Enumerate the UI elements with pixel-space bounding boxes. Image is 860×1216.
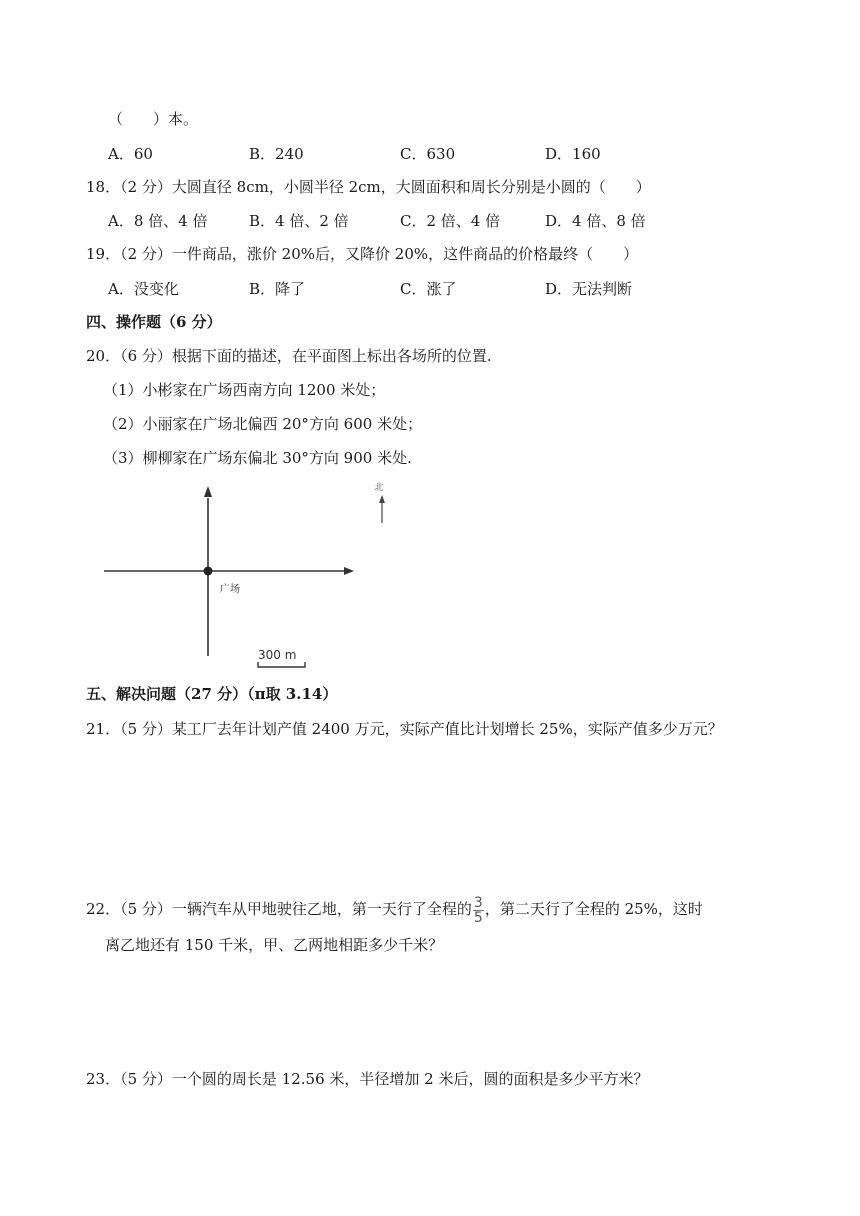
q22-stem-after: ，第二天行了全程的 25%，这时 [484, 900, 703, 918]
q18-option-a: A．8 倍、4 倍 [108, 212, 208, 230]
q20-item-2: （2）小丽家在广场北偏西 20°方向 600 米处； [103, 415, 423, 433]
q17-option-c: C．630 [400, 145, 456, 163]
scale-label: 300 m [258, 648, 297, 662]
scale-bar [258, 662, 305, 667]
q22-fraction-denominator: 5 [473, 909, 483, 926]
q22-stem-before: 22．（5 分）一辆汽车从甲地驶往乙地，第一天行了全程的 [86, 900, 472, 918]
q18-stem: 18．（2 分）大圆直径 8cm，小圆半径 2cm，大圆面积和周长分别是小圆的（ ） [86, 178, 651, 196]
q17-option-a: A．60 [108, 145, 153, 163]
q20-item-3: （3）柳柳家在广场东偏北 30°方向 900 米处. [103, 449, 412, 467]
q19-stem: 19．（2 分）一件商品，涨价 20%后，又降价 20%，这件商品的价格最终（ ） [86, 245, 639, 263]
q19-option-b: B．降了 [249, 280, 306, 298]
q22-fraction [473, 896, 484, 925]
q21-stem: 21．（5 分）某工厂去年计划产值 2400 万元，实际产值比计划增长 25%，实际产值多少万元？ [86, 720, 723, 738]
plane-map-figure [100, 478, 400, 673]
q20-item-1: （1）小彬家在广场西南方向 1200 米处； [103, 381, 386, 399]
q19-option-a: A．没变化 [108, 280, 179, 298]
north-indicator-arrow-icon [379, 495, 385, 503]
q19-option-d: D．无法判断 [545, 280, 633, 298]
square-label: 广场 [220, 584, 240, 595]
q18-option-d: D．4 倍、8 倍 [545, 212, 646, 230]
east-arrow-icon [344, 567, 354, 575]
q22-fraction-numerator: 3 [473, 894, 483, 911]
north-axis-arrow-icon [204, 486, 212, 497]
north-label: 北 [374, 483, 384, 493]
q17-tail: （ ）本。 [108, 110, 199, 128]
q22-stem-line2: 离乙地还有 150 千米，甲、乙两地相距多少千米？ [105, 936, 444, 954]
q19-option-c: C．涨了 [400, 280, 457, 298]
section-title-operations: 四、操作题（6 分） [86, 313, 222, 331]
q22-stem-line1 [86, 893, 703, 925]
section-title-problem-solving: 五、解决问题（27 分）（π取 3.14） [86, 685, 338, 703]
q18-option-b: B．4 倍、2 倍 [249, 212, 349, 230]
q17-option-d: D．160 [545, 145, 601, 163]
square-origin-point [204, 567, 213, 576]
q17-option-b: B．240 [249, 145, 304, 163]
q18-option-c: C．2 倍、4 倍 [400, 212, 501, 230]
q20-stem: 20．（6 分）根据下面的描述，在平面图上标出各场所的位置. [86, 347, 492, 365]
q23-stem: 23．（5 分）一个圆的周长是 12.56 米，半径增加 2 米后，圆的面积是多少平方米？ [86, 1070, 649, 1088]
